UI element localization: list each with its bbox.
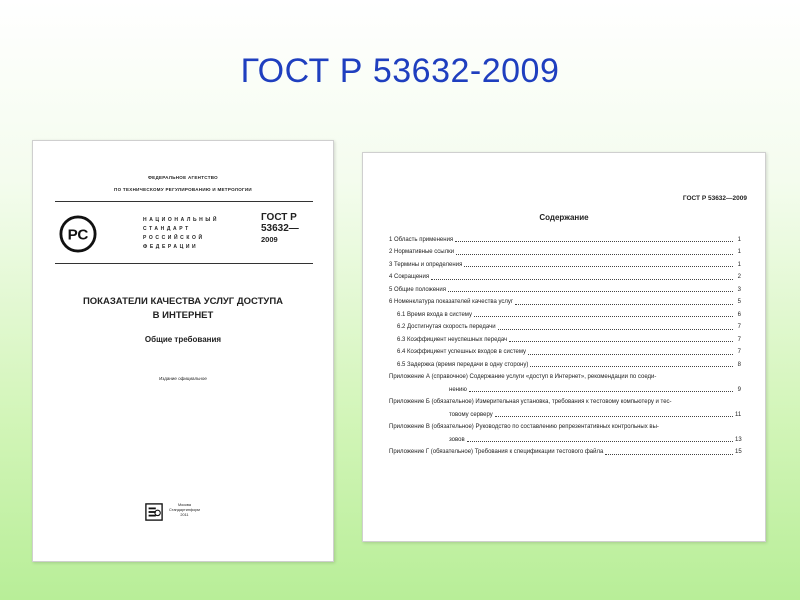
toc-item-leader xyxy=(469,391,733,392)
toc-item-label: 4 Сокращения xyxy=(389,274,430,280)
publisher-name: Стандартинформ xyxy=(169,508,200,512)
toc-item xyxy=(389,294,741,307)
toc-item-page: 2 xyxy=(737,274,741,280)
toc-item-label: 6.3 Коэффициент неуспешных передач xyxy=(397,336,508,343)
toc-item-page: 1 xyxy=(737,249,741,255)
cover-title-line-1: ПОКАЗАТЕЛИ КАЧЕСТВА УСЛУГ ДОСТУПА xyxy=(82,296,284,307)
toc-item-page: 11 xyxy=(735,411,742,418)
toc-item xyxy=(389,344,741,357)
publisher-year: 2011 xyxy=(180,513,189,517)
toc-item-leader xyxy=(456,254,733,255)
toc-list xyxy=(389,231,741,456)
toc-item xyxy=(389,256,741,269)
divider-bottom xyxy=(55,263,313,264)
toc-item xyxy=(389,369,741,382)
toc-item-label: 2 Нормативные ссылки xyxy=(389,249,455,255)
toc-item-leader xyxy=(467,441,733,442)
toc-item-label: 3 Термины и определения xyxy=(389,261,463,268)
cover-title-line-2: В ИНТЕРНЕТ xyxy=(152,310,214,321)
toc-item xyxy=(389,431,741,444)
toc-item xyxy=(389,231,741,244)
gost-code-line-3: 2009 xyxy=(261,235,278,244)
rst-logo-icon xyxy=(59,215,97,253)
toc-item-page: 7 xyxy=(737,336,741,343)
toc-item-leader xyxy=(474,316,733,317)
toc-item-label: Приложение В (обязательное) Руководство по составлению репрезентативных контрольных вы- xyxy=(389,424,659,430)
toc-item-label: зовов xyxy=(449,436,465,443)
toc-item-label: 5 Общие положения xyxy=(389,286,446,293)
publisher-city: Москва xyxy=(177,503,191,507)
toc-item-page: 9 xyxy=(737,386,741,393)
national-line-4: ФЕДЕРАЦИИ xyxy=(143,244,199,250)
divider-top xyxy=(55,201,313,202)
toc-item-leader xyxy=(528,354,733,355)
toc-item-page: 1 xyxy=(737,261,741,268)
toc-item xyxy=(389,406,741,419)
toc-item-page: 7 xyxy=(737,324,741,330)
toc-item-page: 1 xyxy=(737,236,741,243)
toc-header: ГОСТ Р 53632—2009 xyxy=(682,195,747,202)
agency-line-1: ФЕДЕРАЛЬНОЕ АГЕНТСТВО xyxy=(148,175,218,180)
toc-item-label: Приложение Б (обязательное) Измерительная установка, требования к тестовому компьютеру и тес- xyxy=(389,399,672,405)
gost-code-line-2: 53632— xyxy=(261,223,299,234)
toc-item-page: 8 xyxy=(737,361,741,368)
toc-item-leader xyxy=(530,366,733,367)
toc-item xyxy=(389,269,741,282)
toc-item-page: 5 xyxy=(737,299,741,305)
toc-item-page: 13 xyxy=(735,436,742,443)
toc-item-label: Приложение Г (обязательное) Требования к спецификации тестового файла xyxy=(389,449,604,455)
toc-item-label: 1 Область применения xyxy=(389,236,454,243)
toc-item xyxy=(389,244,741,257)
toc-item-leader xyxy=(498,329,733,330)
toc-page xyxy=(362,152,766,542)
toc-item-leader xyxy=(515,304,733,305)
toc-item-leader xyxy=(455,241,733,242)
toc-item-label: Приложение А (справочное) Содержание услуги «доступ в Интернет», рекомендации по соеди- xyxy=(389,374,657,380)
national-line-2: СТАНДАРТ xyxy=(143,226,191,232)
toc-item xyxy=(389,281,741,294)
cover-page xyxy=(32,140,334,562)
toc-item-page: 7 xyxy=(737,349,741,355)
gost-code xyxy=(261,212,299,245)
publisher-logo-icon xyxy=(145,503,163,521)
toc-item-label: 6 Номенклатура показателей качества услуг xyxy=(389,299,514,305)
toc-item-page: 6 xyxy=(737,311,741,318)
toc-item-leader xyxy=(605,454,733,455)
toc-item-page: 15 xyxy=(735,449,742,455)
slide-title: ГОСТ Р 53632-2009 xyxy=(240,52,560,90)
national-line-3: РОССИЙСКОЙ xyxy=(143,235,205,241)
cover-title xyxy=(53,295,313,323)
toc-item-label: товому серверу xyxy=(449,411,493,418)
toc-item xyxy=(389,356,741,369)
toc-item-label: нению xyxy=(449,386,467,393)
toc-item-label: 6.1 Время входа в систему xyxy=(397,311,472,318)
national-line-1: НАЦИОНАЛЬНЫЙ xyxy=(143,217,220,223)
toc-item xyxy=(389,444,741,457)
toc-item-page: 3 xyxy=(737,286,741,293)
toc-item xyxy=(389,381,741,394)
toc-item-leader xyxy=(495,416,733,417)
toc-item-label: 6.5 Задержка (время передачи в одну сторону) xyxy=(397,361,529,368)
publisher-info xyxy=(169,503,200,518)
gost-code-line-1: ГОСТ Р xyxy=(261,212,297,223)
toc-item xyxy=(389,419,741,432)
toc-item-label: 6.4 Коэффициент успешных входов в систему xyxy=(397,349,527,355)
toc-item-leader xyxy=(448,291,733,292)
toc-item-leader xyxy=(431,279,733,280)
toc-item xyxy=(389,306,741,319)
toc-item xyxy=(389,394,741,407)
toc-item-label: 6.2 Достигнутая скорость передачи xyxy=(397,324,496,330)
toc-item-leader xyxy=(464,266,733,267)
agency-line-2: ПО ТЕХНИЧЕСКОМУ РЕГУЛИРОВАНИЮ И МЕТРОЛОГИИ xyxy=(114,187,252,192)
cover-subtitle: Общие требования xyxy=(144,335,222,344)
svg-text:РС: РС xyxy=(67,226,89,244)
toc-item xyxy=(389,319,741,332)
toc-item xyxy=(389,331,741,344)
toc-title: Содержание xyxy=(539,213,589,222)
edition-label: Издание официальное xyxy=(159,376,207,381)
toc-item-leader xyxy=(509,341,733,342)
